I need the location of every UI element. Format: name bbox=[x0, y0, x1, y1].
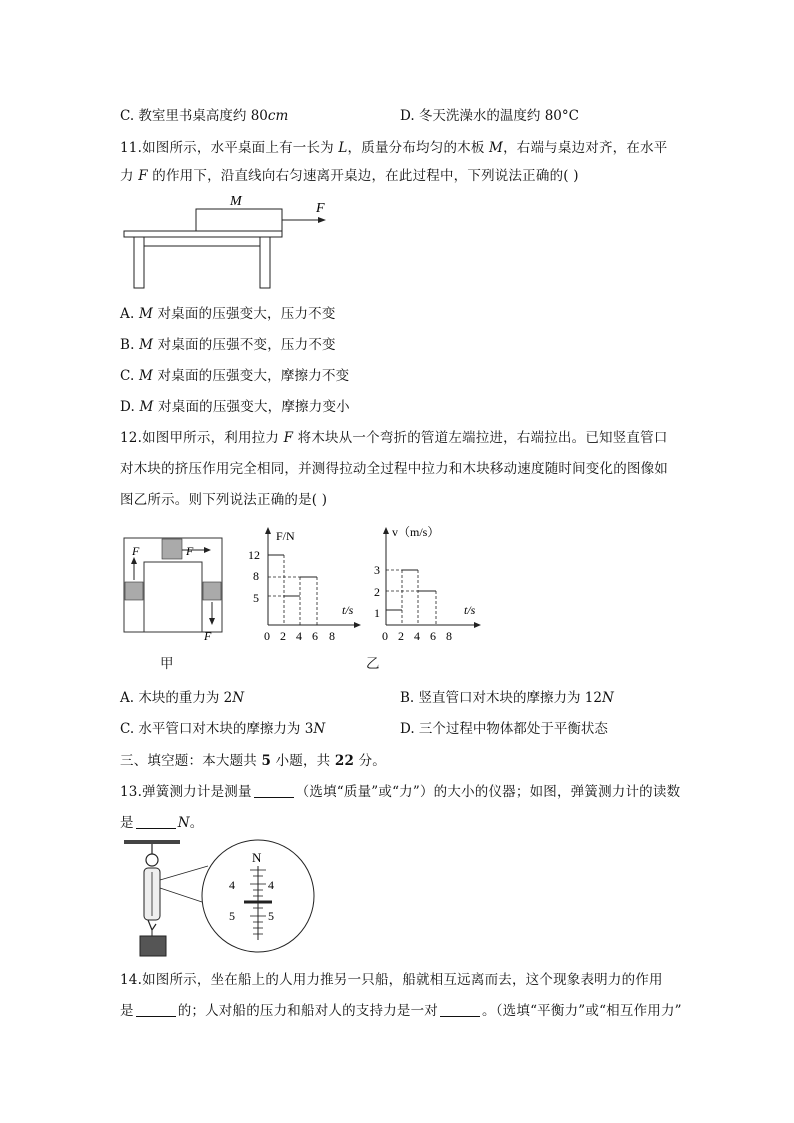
q13-spring-scale-figure bbox=[118, 836, 328, 960]
q12-option-d: D. 三个过程中物体都处于平衡状态 bbox=[400, 721, 608, 737]
x-tick-6: 6 bbox=[312, 629, 318, 643]
q14-stem-line1: 14.如图所示，坐在船上的人用力推另一只船，船就相互远离而去，这个现象表明力的作用 bbox=[120, 972, 663, 988]
dial-left-5: 5 bbox=[229, 909, 235, 923]
x-tick-0: 0 bbox=[264, 629, 270, 643]
force-arrowhead bbox=[318, 217, 326, 223]
figure-label-yi: 乙 bbox=[366, 656, 380, 672]
section-3-heading: 三、填空题：本大题共 5 小题，共 22 分。 bbox=[120, 753, 386, 769]
q13-stem-line2: 是 N。 bbox=[120, 815, 204, 831]
q13-stem-line1: 13.弹簧测力计是测量 （选填“质量”或“力”）的大小的仪器；如图，弹簧测力计的读数 bbox=[120, 784, 681, 800]
ceiling bbox=[124, 840, 180, 844]
q14-blank-2[interactable] bbox=[440, 1004, 480, 1017]
force-label-left: F bbox=[132, 544, 140, 558]
block-left bbox=[125, 582, 143, 600]
bottom-hook bbox=[148, 920, 156, 930]
q12-stem-line1: 12.如图甲所示，利用拉力 F 将木块从一个弯折的管道左端拉进，右端拉出。已知竖直管口 bbox=[120, 430, 668, 446]
table-top bbox=[124, 231, 282, 237]
x-axis-label: t/s bbox=[342, 603, 354, 617]
y-axis-label: v（m/s） bbox=[392, 525, 440, 539]
callout-line-top bbox=[160, 866, 208, 880]
q10-option-c: C. 教室里书桌高度约 80cm bbox=[120, 108, 289, 124]
y-tick-5: 5 bbox=[253, 591, 259, 605]
q11-table-figure bbox=[120, 190, 340, 290]
top-ring bbox=[146, 854, 158, 866]
q14-stem-line2: 是 的；人对船的压力和船对人的支持力是一对 。（选填“平衡力”或“相互作用力” bbox=[120, 1003, 682, 1019]
callout-line-bottom bbox=[160, 888, 202, 902]
x-axis-label: t/s bbox=[464, 603, 476, 617]
y-tick-3: 3 bbox=[374, 563, 380, 577]
dial-unit: N bbox=[252, 850, 262, 865]
dial-right-5: 5 bbox=[268, 909, 274, 923]
y-axis-arrow bbox=[265, 527, 271, 534]
x-tick-6: 6 bbox=[430, 629, 436, 643]
x-tick-0: 0 bbox=[382, 629, 388, 643]
q12-stem-line3: 图乙所示。则下列说法正确的是( ) bbox=[120, 492, 328, 508]
x-tick-8: 8 bbox=[446, 629, 452, 643]
x-tick-2: 2 bbox=[398, 629, 404, 643]
q13-blank-1[interactable] bbox=[254, 785, 294, 798]
q12-stem-line2: 对木块的挤压作用完全相同，并测得拉动全过程中拉力和木块移动速度随时间变化的图像如 bbox=[120, 461, 668, 477]
q12-option-a: A. 木块的重力为 2N bbox=[120, 690, 245, 706]
q13-blank-2[interactable] bbox=[136, 816, 176, 829]
table-leg-left bbox=[134, 237, 144, 288]
x-tick-4: 4 bbox=[414, 629, 420, 643]
q12-option-b: B. 竖直管口对木块的摩擦力为 12N bbox=[400, 690, 614, 706]
figure-label-jia: 甲 bbox=[160, 656, 174, 672]
x-tick-8: 8 bbox=[329, 629, 335, 643]
block-top bbox=[162, 539, 182, 559]
x-tick-4: 4 bbox=[296, 629, 302, 643]
y-tick-2: 2 bbox=[374, 585, 380, 599]
y-tick-8: 8 bbox=[253, 569, 259, 583]
q11-option-a: A. M 对桌面的压强变大，压力不变 bbox=[120, 306, 336, 322]
q12-pipe-figure bbox=[118, 532, 230, 644]
q12-velocity-graph bbox=[360, 518, 490, 646]
q11-option-d: D. M 对桌面的压强变大，摩擦力变小 bbox=[120, 399, 350, 415]
q11-option-c: C. M 对桌面的压强变大，摩擦力不变 bbox=[120, 368, 350, 384]
y-axis-arrow bbox=[383, 527, 389, 534]
board-label: M bbox=[230, 194, 242, 209]
y-tick-12: 12 bbox=[248, 548, 260, 562]
weight bbox=[140, 936, 166, 956]
x-tick-2: 2 bbox=[280, 629, 286, 643]
q11-stem-line1: 11.如图所示，水平桌面上有一长为 L，质量分布均匀的木板 M，右端与桌边对齐，在水平 bbox=[120, 140, 668, 156]
board-rect bbox=[196, 209, 282, 231]
force-label: F bbox=[316, 201, 325, 216]
q10-option-d: D. 冬天洗澡水的温度约 80°C bbox=[400, 108, 579, 124]
q14-blank-1[interactable] bbox=[136, 1004, 176, 1017]
x-axis-arrow bbox=[474, 622, 481, 628]
q11-stem-line2: 力 F 的作用下，沿直线向右匀速离开桌边，在此过程中，下列说法正确的( ) bbox=[120, 168, 579, 184]
q12-option-c: C. 水平管口对木块的摩擦力为 3N bbox=[120, 721, 326, 737]
block-right bbox=[203, 582, 221, 600]
table-leg-right bbox=[260, 237, 270, 288]
force-label-bottom: F bbox=[204, 629, 212, 643]
y-tick-1: 1 bbox=[374, 606, 380, 620]
force-label-top: F bbox=[186, 544, 194, 558]
q12-force-graph bbox=[240, 522, 370, 646]
q11-option-b: B. M 对桌面的压强不变，压力不变 bbox=[120, 337, 336, 353]
dial-left-4: 4 bbox=[229, 878, 235, 892]
dial-right-4: 4 bbox=[268, 878, 274, 892]
y-axis-label: F/N bbox=[276, 529, 295, 543]
